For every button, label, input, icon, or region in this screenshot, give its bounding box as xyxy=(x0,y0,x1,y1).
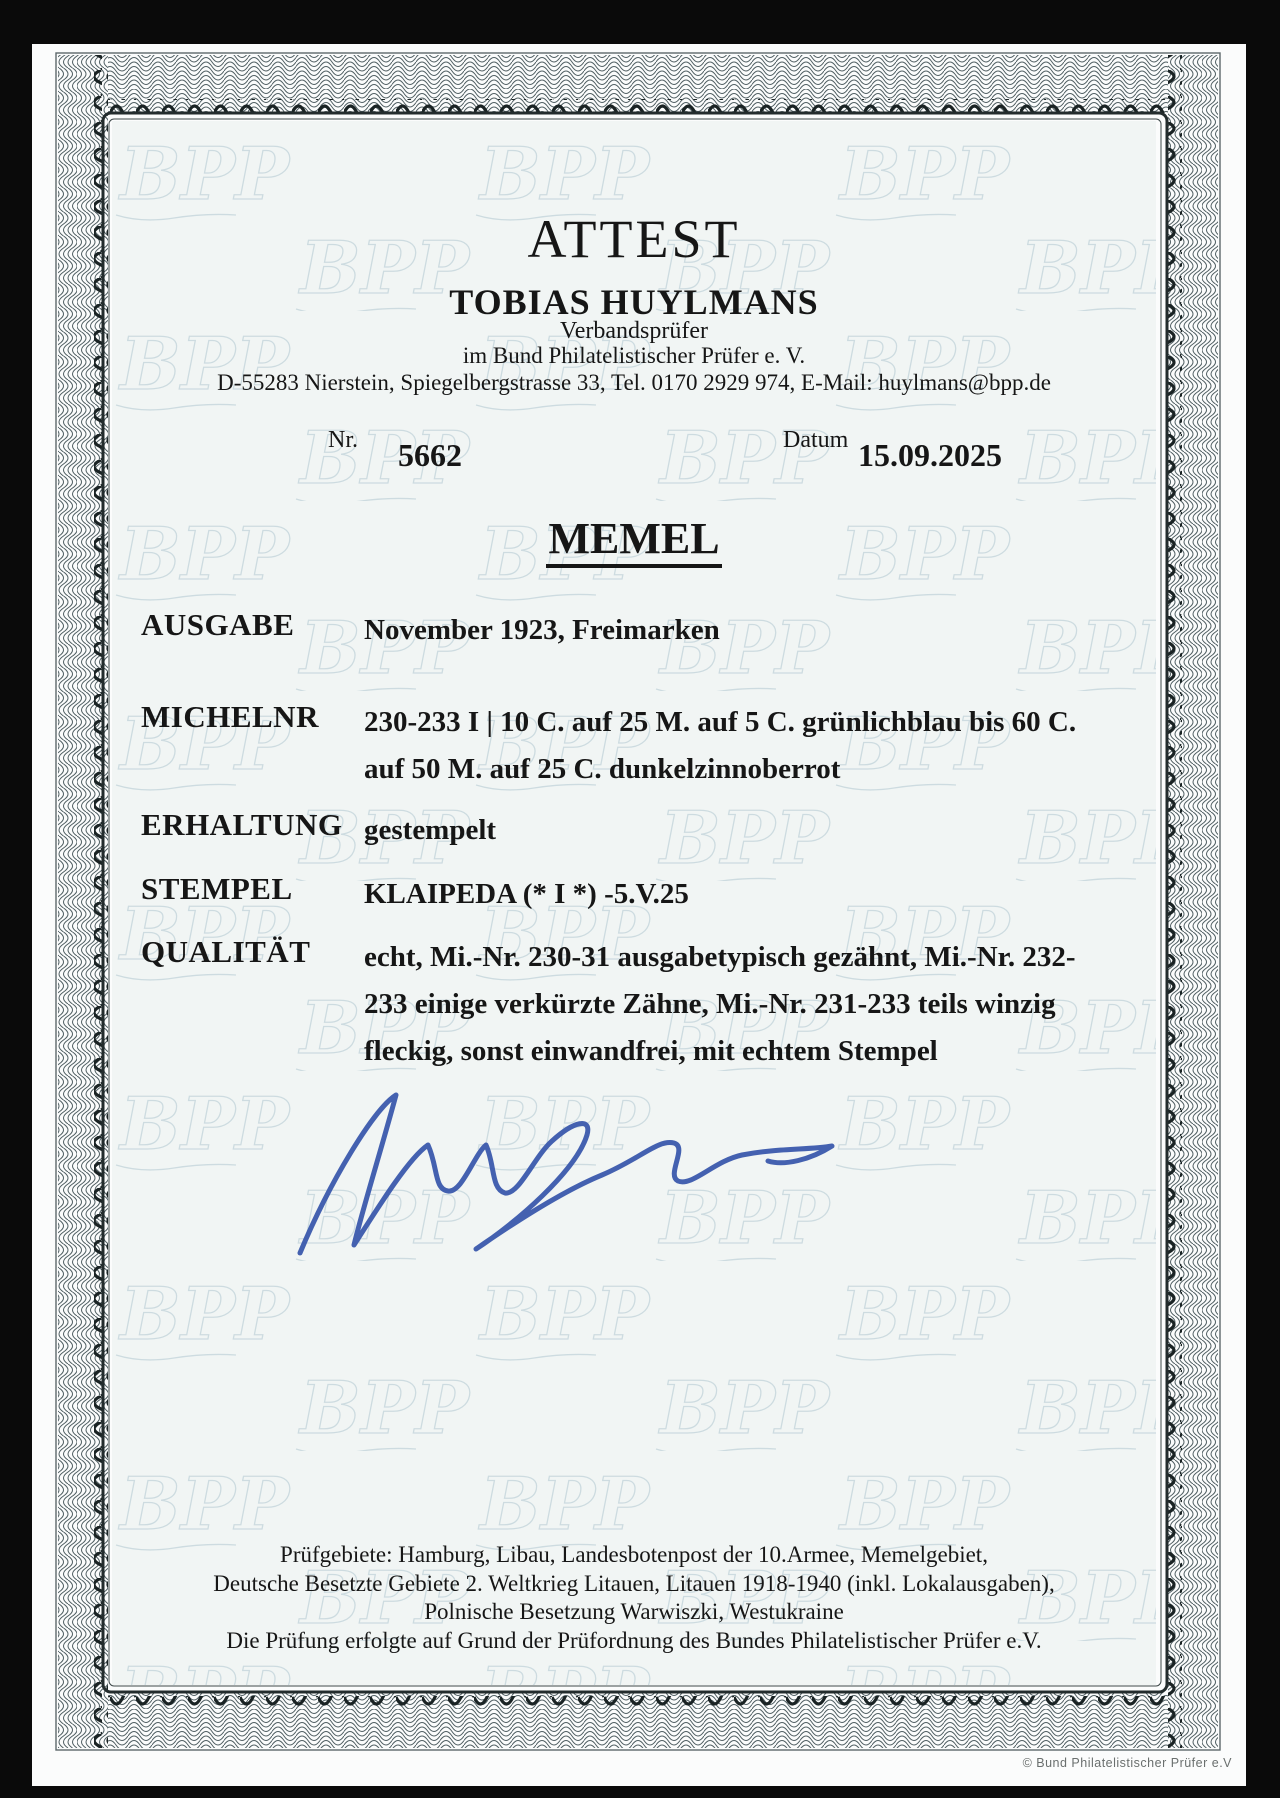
subject-heading: MEMEL xyxy=(112,513,1156,564)
field-value: gestempelt xyxy=(364,814,497,846)
copyright-notice: © Bund Philatelistischer Prüfer e.V xyxy=(1022,1756,1232,1770)
footer-line: Deutsche Besetzte Gebiete 2. Weltkrieg Litauen, Litauen 1918-1940 (inkl. Lokalausgaben), xyxy=(213,1570,1055,1596)
footer-line: Prüfgebiete: Hamburg, Libau, Landesbotenpost der 10.Armee, Memelgebiet, xyxy=(280,1542,988,1567)
field-label: STEMPEL xyxy=(141,871,293,906)
footer-line: Polnische Besetzung Warwiszki, Westukraine xyxy=(424,1599,844,1624)
field-value: KLAIPEDA (* I *) -5.V.25 xyxy=(364,878,689,910)
certificate-title: ATTEST xyxy=(527,209,741,269)
field-label: AUSGABE xyxy=(141,607,295,642)
certificate-number: 5662 xyxy=(398,437,462,473)
field-label: ERHALTUNG xyxy=(141,807,343,842)
field-value: echt, Mi.-Nr. 230-31 ausgabetypisch gezähnt, Mi.-Nr. 232- 233 einige verkürzte Zähne, Mi.-Nr. 231-233 teils winzig fleckig, sonst einwandfrei, mit echtem Stempel xyxy=(364,941,1076,1067)
examiner-address: D-55283 Nierstein, Spiegelbergstrasse 33, Tel. 0170 2929 974, E-Mail: huylmans@bpp.de xyxy=(217,370,1051,395)
field-value: 230-233 I | 10 C. auf 25 M. auf 5 C. grünlichblau bis 60 C. auf 50 M. auf 25 C. dunkelzinnoberrot xyxy=(364,706,1077,785)
footer-notice xyxy=(112,1541,1156,1655)
examiner-role: Verbandsprüfer xyxy=(560,318,708,344)
certificate-date: 15.09.2025 xyxy=(858,437,1002,473)
field-value: November 1923, Freimarken xyxy=(364,614,720,646)
footer-line: Die Prüfung erfolgte auf Grund der Prüfordnung des Bundes Philatelistischer Prüfer e.V. xyxy=(226,1627,1042,1653)
number-label: Nr. xyxy=(328,427,358,453)
certificate-sheet xyxy=(32,44,1246,1786)
association-line: im Bund Philatelistischer Prüfer e. V. xyxy=(462,343,806,368)
date-label: Datum xyxy=(783,427,849,453)
field-label: QUALITÄT xyxy=(141,934,311,969)
certificate-body xyxy=(112,121,1156,1685)
examiner-signature xyxy=(252,1061,852,1261)
field-label: MICHELNR xyxy=(141,699,319,734)
examiner-name: TOBIAS HUYLMANS xyxy=(449,282,819,322)
